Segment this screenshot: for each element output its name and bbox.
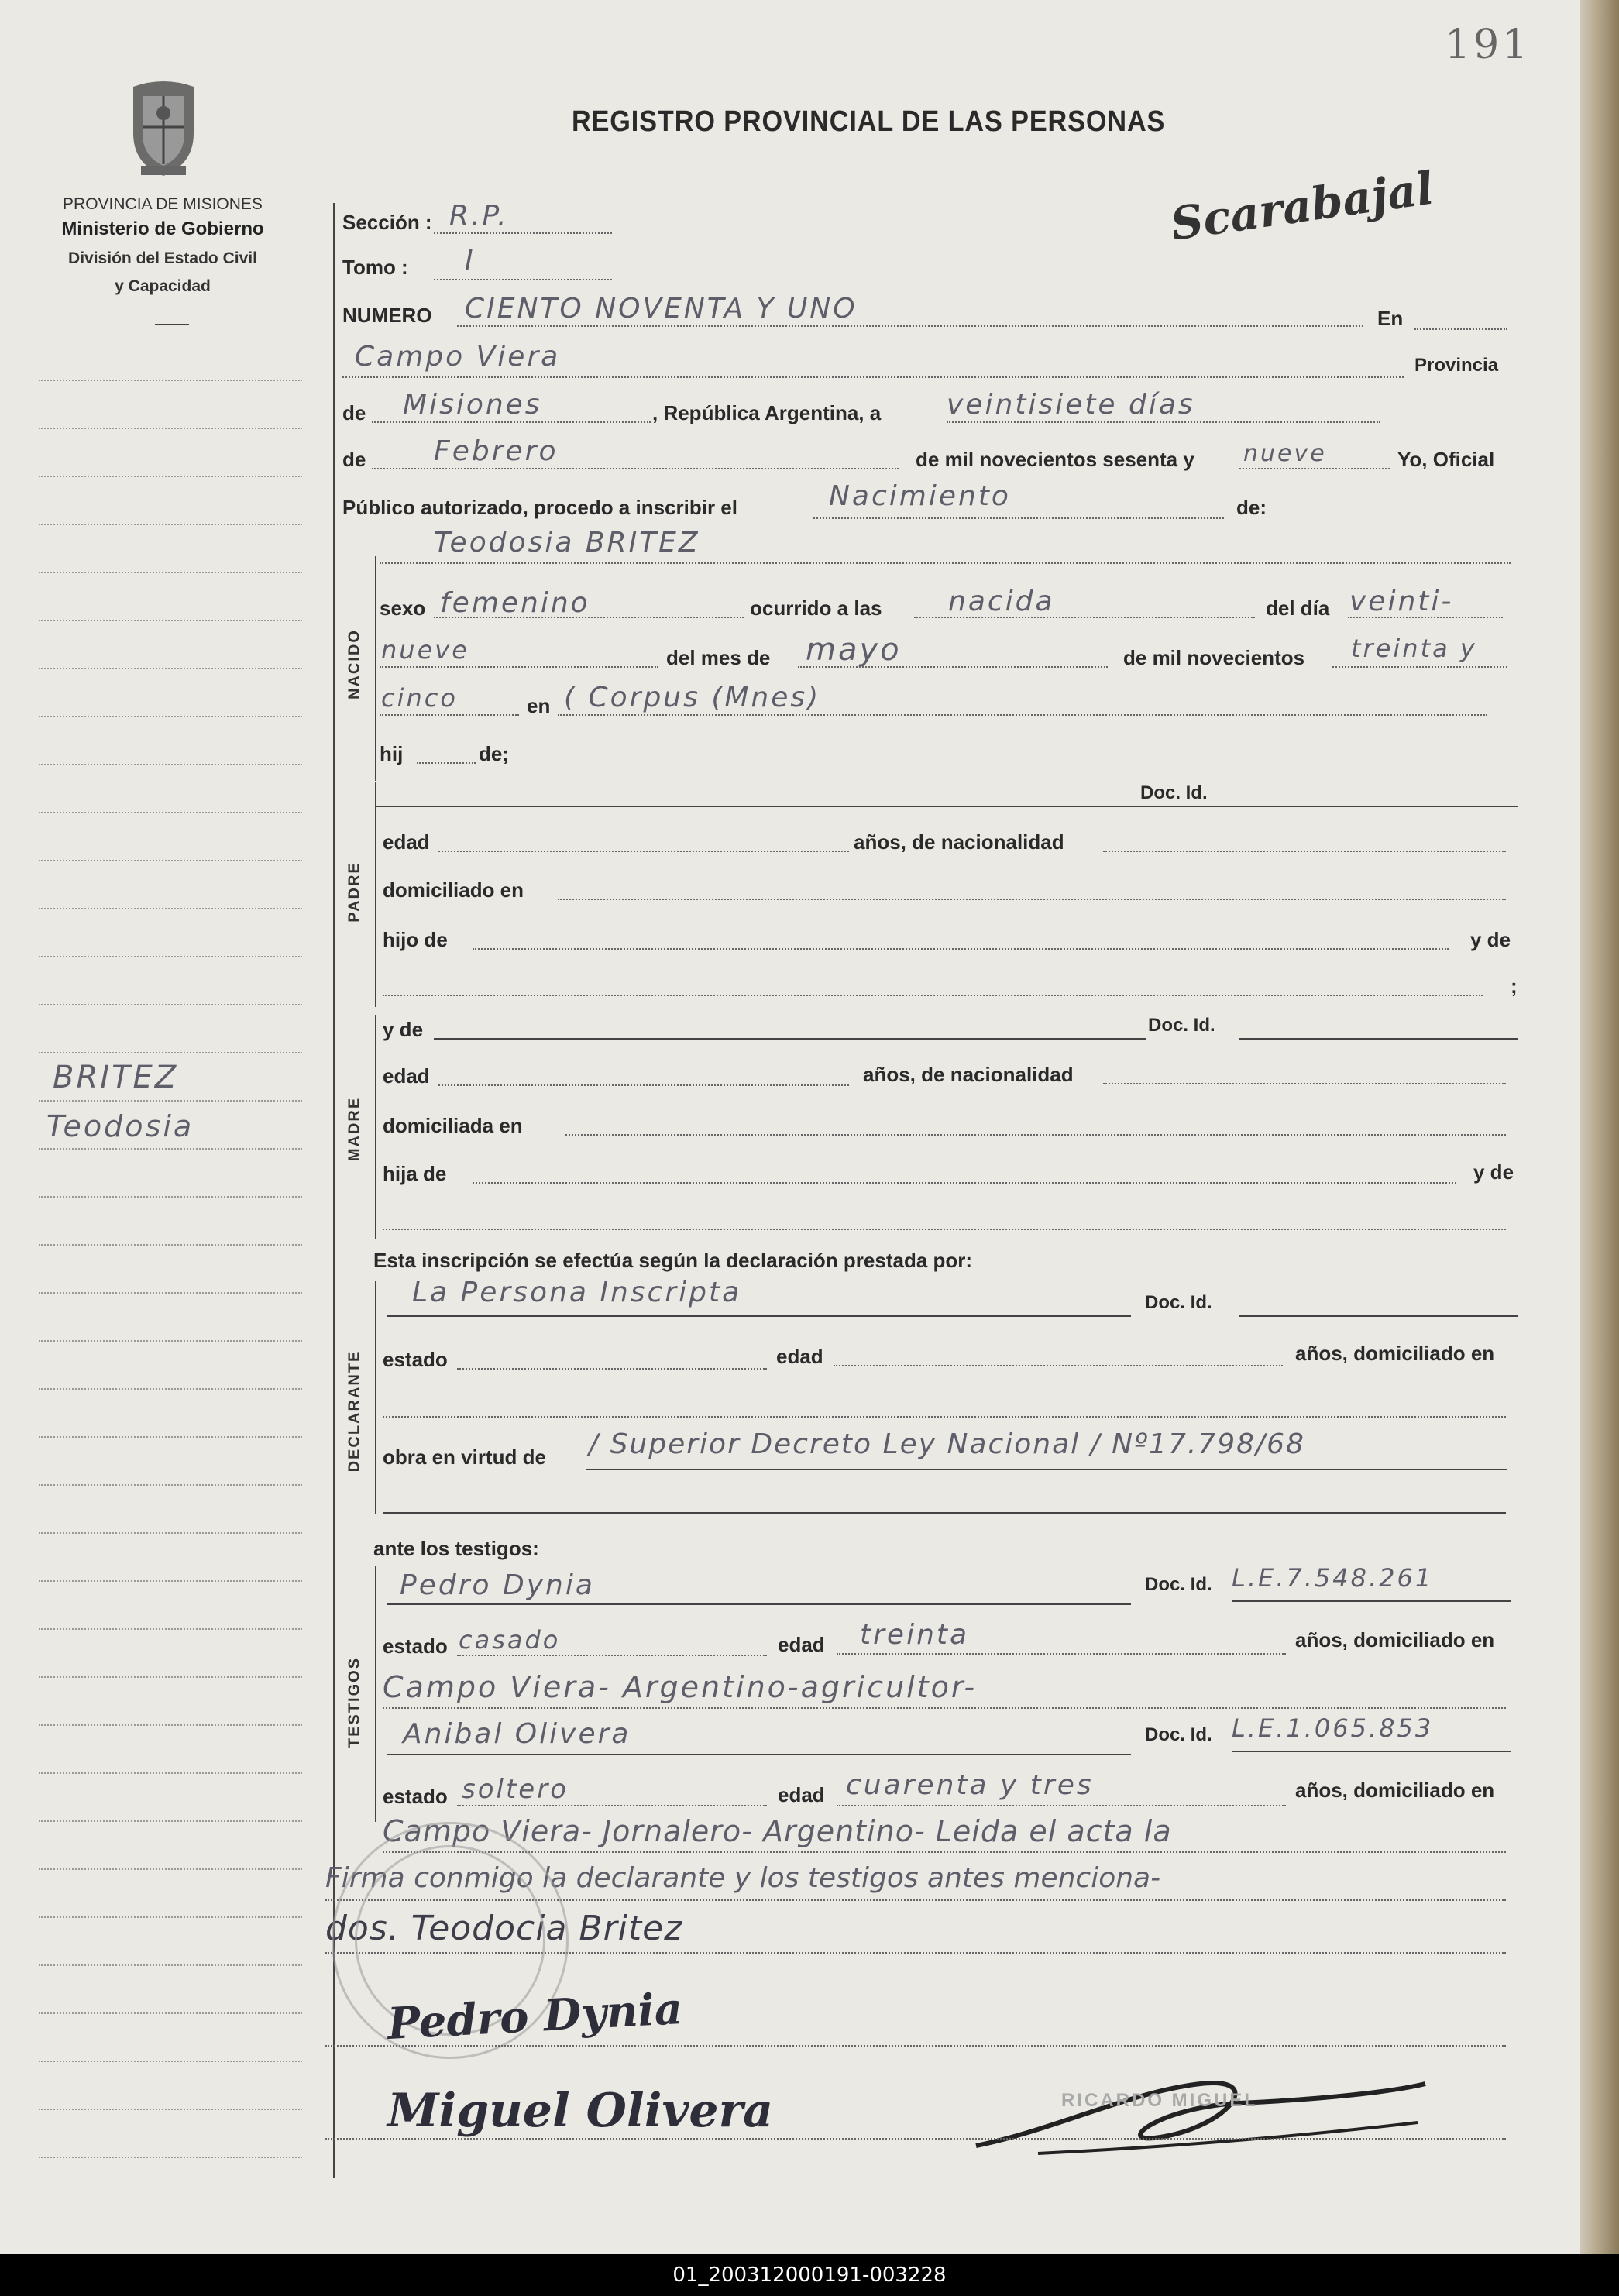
line-en [1414, 328, 1507, 330]
label-de-4: de; [479, 742, 509, 765]
value-declarante: La Persona Inscripta [412, 1277, 742, 1308]
label-padre-nac: años, de nacionalidad [854, 830, 1064, 854]
margin-rule [39, 380, 302, 381]
value-ano-nac-1: treinta y [1351, 634, 1477, 663]
margin-rule [39, 764, 302, 765]
line-padre-hijo [473, 948, 1449, 950]
label-padre-hijo: hijo de [383, 928, 448, 951]
image-id-caption: 01_200312000191-003228 [0, 2254, 1619, 2296]
value-testigo2-nombre: Anibal Olivera [403, 1718, 631, 1750]
stamp-officer-name: RICARDO MIGUEL [1061, 2090, 1258, 2111]
value-ano-nac-2: cinco [381, 683, 458, 713]
line-dia-nac-2 [380, 666, 658, 668]
declarante-rule [387, 1315, 1131, 1317]
line-hij [417, 762, 476, 764]
line-dia [947, 421, 1380, 423]
label-madre-dom: domiciliada en [383, 1114, 523, 1137]
label-tomo: Tomo : [342, 256, 408, 279]
value-testigo1-edad: treinta [860, 1619, 970, 1651]
line-testigo1-edad [837, 1653, 1286, 1655]
margin-rule [39, 1340, 302, 1342]
label-numero: NUMERO [342, 304, 432, 327]
line-declarante-edad [834, 1365, 1283, 1366]
label-padre-doc: Doc. Id. [1140, 782, 1208, 803]
line-testigo2-edad [837, 1805, 1286, 1806]
line-ano [1239, 468, 1390, 469]
margin-rule [39, 1964, 302, 1966]
line-numero [457, 325, 1363, 327]
line-declarante-estado [457, 1368, 767, 1370]
testigo2-doc-rule [1232, 1751, 1511, 1752]
line-ano-nac [1332, 666, 1507, 668]
bracket-nacido [375, 556, 376, 781]
division-name: División del Estado Civil [68, 249, 257, 267]
top-signature: Scarabajal [1167, 161, 1437, 251]
margin-rule [39, 476, 302, 477]
value-dia-nac-2: nueve [381, 635, 469, 665]
value-ano: nueve [1243, 440, 1327, 467]
value-testigo1-dom: Campo Viera- Argentino-agricultor- [383, 1670, 978, 1704]
side-label-padre: PADRE [345, 861, 363, 923]
value-tomo: I [465, 245, 476, 277]
margin-rule [39, 716, 302, 717]
margin-rule [39, 572, 302, 573]
value-lugar-nac: ( Corpus (Mnes) [564, 682, 821, 713]
value-dia: veintisiete días [947, 389, 1195, 421]
label-testigo1-estado: estado [383, 1634, 448, 1658]
label-padre-yde: y de [1470, 928, 1511, 951]
line-madre-nac [1103, 1083, 1506, 1084]
declarante-doc-rule [1239, 1315, 1518, 1317]
line-madre-edad [438, 1084, 849, 1086]
signature-pedro-dynia: Pedro Dynia [386, 1983, 684, 2050]
label-de-1: de [342, 401, 366, 424]
ministry-name: Ministerio de Gobierno [61, 218, 264, 239]
line-lugar [342, 376, 1404, 378]
line-mes [372, 468, 899, 469]
label-de-3: de: [1236, 496, 1267, 519]
margin-rule [39, 1532, 302, 1534]
margin-rule [39, 860, 302, 861]
label-madre-yde: y de [383, 1018, 424, 1041]
testigo2-rule [387, 1754, 1131, 1755]
line-madre-extra [383, 1229, 1506, 1230]
label-testigo1-edad: edad [778, 1633, 825, 1656]
margin-rule [39, 524, 302, 525]
value-acto: Nacimiento [829, 480, 1011, 512]
label-testigo1-dom: años, domiciliado en [1295, 1628, 1495, 1652]
label-publico: Público autorizado, procedo a inscribir el [342, 496, 737, 519]
bracket-testigos [375, 1566, 376, 1822]
line-padre-dom [558, 899, 1506, 900]
label-madre-nac: años, de nacionalidad [863, 1063, 1074, 1086]
margin-rule [39, 1580, 302, 1582]
margin-rule [39, 1388, 302, 1390]
provincial-seal [118, 79, 209, 180]
label-padre-edad: edad [383, 830, 430, 854]
line-lugar-nac [558, 714, 1487, 716]
label-hij: hij [380, 742, 404, 765]
margin-rule [39, 1820, 302, 1822]
line-cierre-1 [383, 1851, 1506, 1853]
margin-rule [39, 620, 302, 621]
label-mil-novecientos: de mil novecientos [1123, 646, 1305, 669]
bracket-madre [375, 1015, 376, 1239]
label-del-mes: del mes de [666, 646, 771, 669]
margin-rule [39, 1052, 302, 1053]
madre-top-rule [434, 1038, 1146, 1040]
value-testigo1-doc: L.E.7.548.261 [1232, 1563, 1434, 1593]
margin-name: Teodosia [46, 1109, 194, 1143]
margin-rule [39, 1868, 302, 1870]
obra-rule [586, 1469, 1507, 1470]
value-testigo2-estado: soltero [462, 1774, 569, 1805]
margin-rule [39, 956, 302, 957]
line-testigo1-dom [383, 1707, 1506, 1709]
label-en-2: en [527, 694, 551, 717]
value-obra: / Superior Decreto Ley Nacional / Nº17.798/68 [589, 1428, 1305, 1460]
label-del-dia: del día [1266, 596, 1330, 620]
line-sig-1 [325, 2045, 1506, 2047]
margin-rule [39, 1436, 302, 1438]
margin-rule [39, 1244, 302, 1246]
value-testigo2-doc: L.E.1.065.853 [1232, 1713, 1434, 1743]
line-padre-nac [1103, 851, 1506, 852]
line-seccion [434, 232, 612, 234]
label-de-2: de [342, 448, 366, 471]
margin-rule [39, 1676, 302, 1678]
province-name: PROVINCIA DE MISIONES [63, 195, 263, 213]
value-testigo1-estado: casado [459, 1625, 561, 1655]
label-declarante-estado: estado [383, 1348, 448, 1371]
margin-rule [39, 812, 302, 813]
label-republica: , República Argentina, a [652, 401, 882, 424]
book-binding-edge [1580, 0, 1619, 2254]
label-madre-edad: edad [383, 1064, 430, 1088]
margin-surname: BRITEZ [53, 1060, 179, 1095]
closing-line-1: Campo Viera- Jornalero- Argentino- Leida el acta la [383, 1814, 1172, 1848]
value-testigo1-nombre: Pedro Dynia [400, 1569, 595, 1601]
division-capacidad: y Capacidad [115, 277, 211, 295]
label-en: En [1377, 307, 1404, 330]
bracket-declarante [375, 1281, 376, 1514]
label-testigo2-estado: estado [383, 1785, 448, 1808]
side-label-declarante: DECLARANTE [345, 1349, 363, 1473]
value-mes: Febrero [434, 435, 559, 467]
value-hora: nacida [948, 586, 1055, 617]
side-label-testigos: TESTIGOS [345, 1656, 363, 1748]
value-lugar: Campo Viera [355, 341, 561, 373]
label-seccion: Sección : [342, 211, 432, 234]
value-testigo2-edad: cuarenta y tres [846, 1769, 1094, 1801]
margin-rule [39, 1148, 302, 1150]
label-madre-hija: hija de [383, 1162, 447, 1185]
margin-rule [39, 2157, 302, 2158]
margin-rule [39, 1916, 302, 1918]
value-sexo: femenino [440, 587, 590, 619]
signature-miguel-olivera: Miguel Olivera [387, 2084, 774, 2138]
label-sesenta: de mil novecientos sesenta y [916, 448, 1194, 471]
side-label-madre: MADRE [345, 1096, 363, 1162]
label-testigo1-doc: Doc. Id. [1145, 1574, 1212, 1595]
margin-rule [39, 1004, 302, 1005]
seal-divider [155, 324, 189, 325]
line-sig-2 [325, 2138, 1506, 2140]
line-testigo1-estado [457, 1655, 767, 1656]
label-obra: obra en virtud de [383, 1445, 546, 1469]
label-declarante-edad: edad [776, 1345, 823, 1368]
value-provincia: Misiones [403, 389, 542, 421]
label-declarante-doc: Doc. Id. [1145, 1292, 1212, 1313]
label-declarante-dom: años, domiciliado en [1295, 1342, 1495, 1365]
label-testigo2-dom: años, domiciliado en [1295, 1779, 1495, 1802]
margin-rule [39, 2012, 302, 2014]
line-testigo2-estado [457, 1805, 767, 1806]
label-madre-yde2: y de [1473, 1160, 1514, 1184]
label-sexo: sexo [380, 596, 426, 620]
line-madre-dom [565, 1134, 1506, 1136]
label-ocurrido: ocurrido a las [750, 596, 882, 620]
testigo1-doc-rule [1232, 1600, 1511, 1602]
value-numero: CIENTO NOVENTA Y UNO [465, 293, 858, 325]
line-padre-extra [383, 995, 1483, 996]
label-testigo2-doc: Doc. Id. [1145, 1724, 1212, 1745]
label-declaracion: Esta inscripción se efectúa según la declaración prestada por: [373, 1249, 973, 1272]
label-padre-semicolon: ; [1511, 974, 1518, 998]
line-provincia [372, 421, 651, 423]
value-nombre: Teodosia BRITEZ [434, 527, 700, 559]
label-provincia: Provincia [1414, 355, 1499, 376]
margin-rule [39, 2061, 302, 2062]
margin-rule [39, 1772, 302, 1774]
bracket-padre [375, 782, 376, 1007]
value-mes-nac: mayo [806, 632, 902, 668]
madre-doc-rule [1239, 1038, 1518, 1040]
margin-rule [39, 428, 302, 429]
obra-bottom-rule [383, 1512, 1506, 1514]
label-yo-oficial: Yo, Oficial [1397, 448, 1495, 471]
document-title: REGISTRO PROVINCIAL DE LAS PERSONAS [572, 105, 1166, 138]
page-number: 191 [1445, 22, 1531, 68]
margin-rule [39, 2109, 302, 2110]
line-madre-hija [473, 1182, 1456, 1184]
line-nombre [380, 562, 1511, 564]
value-dia-nac-1: veinti- [1349, 586, 1454, 617]
margin-rule [39, 908, 302, 909]
line-acto [813, 517, 1224, 519]
margin-rule [39, 668, 302, 669]
label-testigos: ante los testigos: [373, 1537, 539, 1560]
line-padre-edad [438, 851, 849, 852]
margin-rule [39, 1724, 302, 1726]
margin-rule [39, 1484, 302, 1486]
testigo1-rule [387, 1603, 1131, 1605]
margin-rule [39, 1100, 302, 1102]
label-madre-doc: Doc. Id. [1148, 1015, 1215, 1036]
padre-top-rule [375, 806, 1518, 807]
label-padre-dom: domiciliado en [383, 878, 524, 902]
line-ano-nac-2 [380, 714, 519, 716]
line-declarante-dom [383, 1416, 1506, 1418]
closing-line-2: Firma conmigo la declarante y los testigos antes menciona- [325, 1862, 1161, 1894]
closing-line-3: dos. Teodocia Britez [325, 1909, 683, 1948]
side-label-nacido: NACIDO [345, 629, 363, 699]
margin-rule [39, 1196, 302, 1198]
value-seccion: R.P. [449, 200, 509, 232]
line-tomo [434, 279, 612, 280]
margin-rule [39, 1292, 302, 1294]
label-testigo2-edad: edad [778, 1783, 825, 1806]
margin-rule [39, 1628, 302, 1630]
